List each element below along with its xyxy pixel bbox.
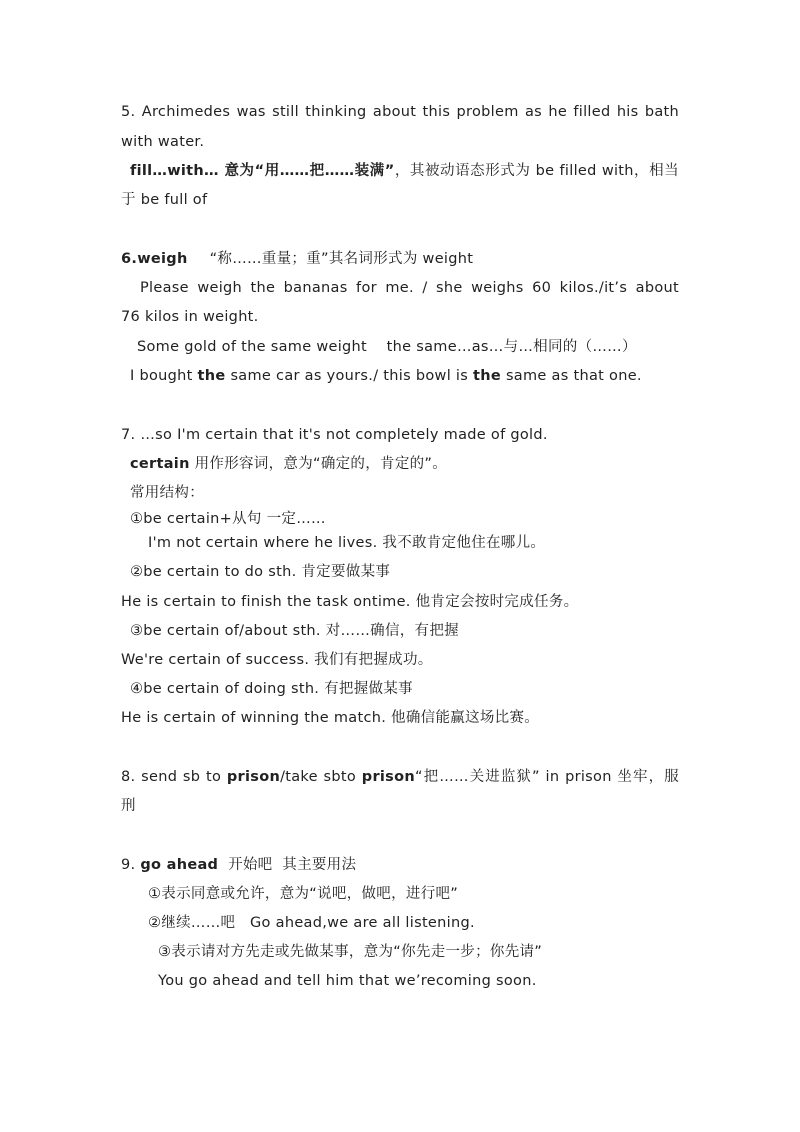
s7-line-4: ①be certain+从句 一定…… bbox=[130, 511, 326, 527]
s7-line-7: He is certain to finish the task ontime. 他肯定会按时完成任务。 bbox=[121, 594, 579, 610]
certain-word: certain bbox=[130, 456, 190, 472]
s6-line-3: 76 kilos in weight. bbox=[121, 309, 259, 325]
go-ahead-phrase: go ahead bbox=[140, 857, 219, 873]
s7-line-2 bbox=[130, 454, 447, 474]
prison-word-2: prison bbox=[361, 769, 415, 785]
s8-l1-c: /take sbto bbox=[280, 769, 362, 785]
s9-l1-c: 开始吧 其主要用法 bbox=[218, 857, 357, 873]
s5-line-3 bbox=[130, 161, 679, 181]
s9-line-1 bbox=[121, 855, 356, 875]
s5-line-1: 5. Archimedes was still thinking about this problem as he filled his bath bbox=[121, 104, 679, 120]
s6-l5-the-2: the bbox=[473, 368, 502, 384]
s6-heading-rest: “称……重量；重”其名词形式为 weight bbox=[209, 251, 474, 267]
s8-line-2: 刑 bbox=[121, 798, 136, 814]
s7-line-1: 7. …so I'm certain that it's not completely made of gold. bbox=[121, 427, 548, 443]
s6-heading bbox=[121, 249, 473, 269]
s7-line-11: He is certain of winning the match. 他确信能赢这场比赛。 bbox=[121, 710, 540, 726]
s7-line-3: 常用结构： bbox=[130, 485, 204, 501]
s7-line-8: ③be certain of/about sth. 对……确信，有把握 bbox=[130, 623, 459, 639]
s9-l1-a: 9. bbox=[121, 857, 141, 873]
fill-with-phrase: fill…with… 意为“用……把……装满” bbox=[130, 163, 395, 179]
s5-line-2: with water. bbox=[121, 134, 205, 150]
s6-line-4: Some gold of the same weight the same…as…与…相同的（……） bbox=[137, 339, 637, 355]
s9-line-3: ②继续……吧 Go ahead,we are all listening. bbox=[148, 915, 475, 931]
s6-line-5 bbox=[130, 366, 642, 386]
s8-l1-a: 8. send sb to bbox=[121, 769, 227, 785]
s6-l5-a: I bought bbox=[130, 368, 198, 384]
weigh-word: 6.weigh bbox=[121, 251, 188, 267]
s9-line-4: ③表示请对方先走或先做某事，意为“你先走一步；你先请” bbox=[158, 944, 543, 960]
s6-l5-e: same as that one. bbox=[501, 368, 642, 384]
s9-line-2: ①表示同意或允许，意为“说吧，做吧，进行吧” bbox=[148, 886, 459, 902]
s9-line-5: You go ahead and tell him that we’recoming soon. bbox=[158, 973, 537, 989]
s6-l5-c: same car as yours./ this bowl is bbox=[225, 368, 474, 384]
s8-l1-e: “把……关进监狱” in prison 坐牢，服 bbox=[415, 769, 679, 785]
s5-line-4: 于 be full of bbox=[121, 192, 208, 208]
s7-line-9: We're certain of success. 我们有把握成功。 bbox=[121, 652, 433, 668]
s6-l5-the-1: the bbox=[197, 368, 226, 384]
prison-word-1: prison bbox=[226, 769, 281, 785]
s5-line-3-rest: ，其被动语态形式为 be filled with，相当 bbox=[394, 163, 679, 179]
s7-line-2-rest: 用作形容词，意为“确定的，肯定的”。 bbox=[189, 456, 448, 472]
s6-line-2: Please weigh the bananas for me. / she weighs 60 kilos./it’s about bbox=[140, 280, 679, 296]
s7-line-10: ④be certain of doing sth. 有把握做某事 bbox=[130, 681, 413, 697]
s8-line-1 bbox=[121, 767, 679, 787]
s7-line-5: I'm not certain where he lives. 我不敢肯定他住在哪儿。 bbox=[148, 535, 546, 551]
s7-line-6: ②be certain to do sth. 肯定要做某事 bbox=[130, 564, 391, 580]
